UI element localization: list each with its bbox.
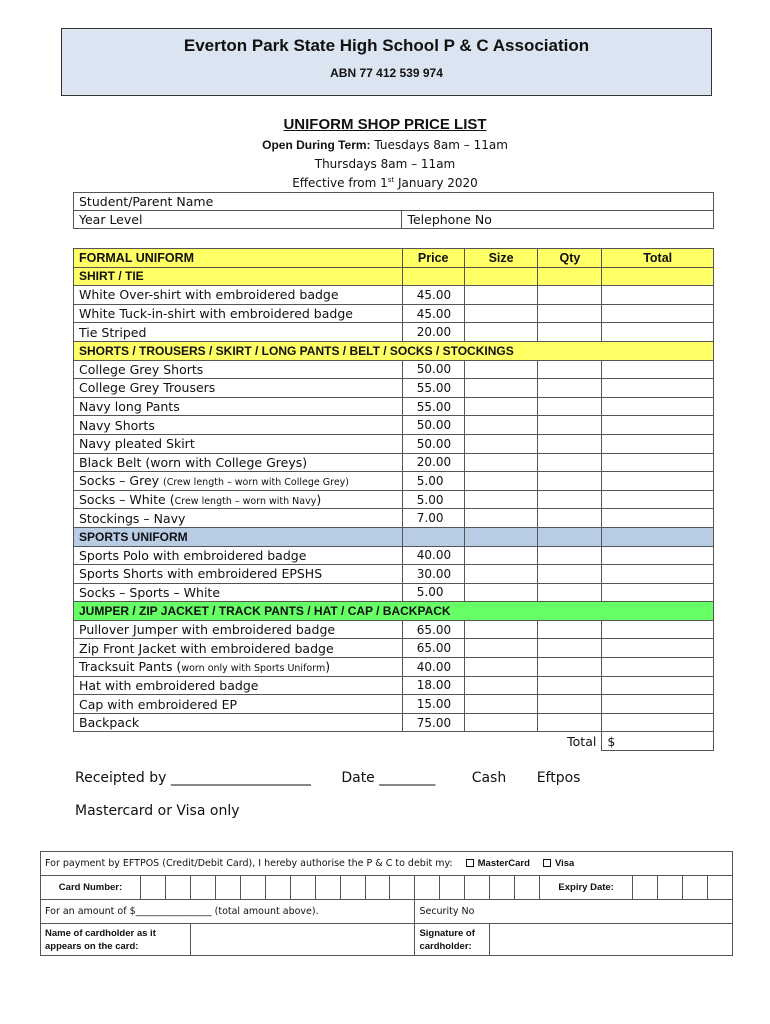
- qty-input[interactable]: [538, 286, 602, 305]
- item-description: [74, 286, 403, 305]
- section-title: JUMPER / ZIP JACKET / TRACK PANTS / HAT / CAP / BACKPACK: [74, 602, 714, 621]
- item-description: [74, 695, 403, 714]
- item-price: 40.00: [402, 658, 464, 677]
- card-digit-box[interactable]: [365, 876, 390, 900]
- section-cell: [538, 267, 602, 286]
- qty-input[interactable]: [538, 360, 602, 379]
- item-row: [74, 304, 714, 323]
- line-total-input[interactable]: [602, 397, 714, 416]
- authorise-row: [41, 852, 733, 876]
- item-name: White Tuck-in-shirt with embroidered badge: [79, 306, 353, 322]
- mastercard-checkbox[interactable]: [466, 859, 474, 867]
- card-digit-box[interactable]: [240, 876, 265, 900]
- line-total-input[interactable]: [602, 583, 714, 602]
- item-row: [74, 620, 714, 639]
- section-cell: [402, 527, 464, 546]
- item-description: [74, 509, 403, 528]
- line-total-input[interactable]: [602, 695, 714, 714]
- item-row: [74, 453, 714, 472]
- size-input[interactable]: [464, 620, 538, 639]
- line-total-input[interactable]: [602, 546, 714, 565]
- item-row: [74, 434, 714, 453]
- grand-total-row: [74, 732, 714, 751]
- size-input[interactable]: [464, 713, 538, 732]
- size-input[interactable]: [464, 360, 538, 379]
- section-cell: [602, 527, 714, 546]
- size-input[interactable]: [464, 695, 538, 714]
- cardholder-name-label: Name of cardholder as it appears on the card:: [41, 924, 191, 956]
- item-price: 45.00: [402, 304, 464, 323]
- item-price: 45.00: [402, 286, 464, 305]
- line-total-input[interactable]: [602, 676, 714, 695]
- item-description: [74, 490, 403, 509]
- line-total-input[interactable]: [602, 379, 714, 398]
- line-total-input[interactable]: [602, 472, 714, 491]
- section-title: SPORTS UNIFORM: [74, 527, 403, 546]
- blank-cell: [464, 732, 538, 751]
- price-table-header: [74, 249, 714, 268]
- authorise-text: For payment by EFTPOS (Credit/Debit Card), I hereby authorise the P & C to debit my:: [45, 858, 453, 869]
- item-row: [74, 397, 714, 416]
- card-digit-box[interactable]: [190, 876, 215, 900]
- card-number-label: Card Number:: [41, 876, 141, 900]
- line-total-input[interactable]: [602, 620, 714, 639]
- size-input[interactable]: [464, 304, 538, 323]
- item-price: 18.00: [402, 676, 464, 695]
- item-price: 55.00: [402, 379, 464, 398]
- student-name-field[interactable]: Student/Parent Name: [74, 193, 714, 211]
- expiry-digit-box[interactable]: [707, 876, 732, 900]
- item-description: [74, 453, 403, 472]
- open-hours-thursday: Thursdays 8am – 11am: [314, 157, 456, 171]
- header-total: Total: [602, 249, 714, 268]
- qty-input[interactable]: [538, 397, 602, 416]
- line-total-input[interactable]: [602, 509, 714, 528]
- signature-label: Signature of cardholder:: [415, 924, 490, 956]
- line-total-input[interactable]: [602, 323, 714, 342]
- item-note: Crew length – worn with Navy: [174, 496, 317, 508]
- blank-cell: [402, 732, 464, 751]
- size-input[interactable]: [464, 472, 538, 491]
- item-row: [74, 639, 714, 658]
- eftpos-option[interactable]: Eftpos: [536, 770, 581, 786]
- item-price: 5.00: [402, 490, 464, 509]
- cardholder-name-field[interactable]: [190, 924, 415, 956]
- qty-input[interactable]: [538, 379, 602, 398]
- item-description: [74, 472, 403, 491]
- item-name: Socks – Sports – White: [79, 584, 221, 600]
- mastercard-label: MasterCard: [477, 858, 530, 869]
- item-name: Navy pleated Skirt: [79, 436, 195, 452]
- item-name: Sports Shorts with embroidered EPSHS: [79, 566, 323, 582]
- amount-field[interactable]: For an amount of $________________ (total amount above).: [41, 900, 415, 924]
- item-name: Tracksuit Pants (: [79, 659, 182, 675]
- size-input[interactable]: [464, 658, 538, 677]
- item-row: [74, 472, 714, 491]
- line-total-input[interactable]: [602, 453, 714, 472]
- header-price: Price: [402, 249, 464, 268]
- item-row: [74, 416, 714, 435]
- item-name: Socks – Grey: [79, 473, 164, 489]
- item-row: [74, 286, 714, 305]
- effective-date: [0, 176, 770, 190]
- item-name: Zip Front Jacket with embroidered badge: [79, 640, 334, 656]
- item-price: 5.00: [402, 583, 464, 602]
- item-name: Black Belt (worn with College Greys): [79, 454, 308, 470]
- open-label: Open During Term:: [262, 138, 371, 152]
- item-name: Hat with embroidered badge: [79, 677, 259, 693]
- price-table-body: [74, 249, 714, 751]
- association-header: [61, 28, 712, 96]
- item-description: [74, 434, 403, 453]
- qty-input[interactable]: [538, 583, 602, 602]
- item-name: Tie Striped: [79, 324, 147, 340]
- line-total-input[interactable]: [602, 639, 714, 658]
- section-cell: [538, 527, 602, 546]
- qty-input[interactable]: [538, 490, 602, 509]
- item-description: [74, 323, 403, 342]
- visa-label: Visa: [554, 858, 575, 869]
- open-hours-line-1: [0, 138, 770, 152]
- item-price: 7.00: [402, 509, 464, 528]
- section-cell: [464, 527, 538, 546]
- card-digit-box[interactable]: [490, 876, 515, 900]
- item-row: [74, 509, 714, 528]
- item-row: [74, 490, 714, 509]
- visa-checkbox[interactable]: [543, 859, 551, 867]
- item-description: [74, 676, 403, 695]
- size-input[interactable]: [464, 509, 538, 528]
- item-name: Socks – White (: [79, 492, 175, 508]
- card-digit-box[interactable]: [440, 876, 465, 900]
- size-input[interactable]: [464, 323, 538, 342]
- item-price: 65.00: [402, 639, 464, 658]
- item-name: Backpack: [79, 715, 140, 731]
- item-row: [74, 583, 714, 602]
- card-note: Mastercard or Visa only: [75, 803, 240, 819]
- qty-input[interactable]: [538, 416, 602, 435]
- expiry-digit-box[interactable]: [657, 876, 682, 900]
- line-total-input[interactable]: [602, 304, 714, 323]
- item-description: [74, 658, 403, 677]
- item-price: 15.00: [402, 695, 464, 714]
- receipt-line: [75, 770, 606, 786]
- grand-total-field[interactable]: $: [602, 732, 714, 751]
- qty-input[interactable]: [538, 434, 602, 453]
- section-title: SHIRT / TIE: [74, 267, 403, 286]
- item-price: 65.00: [402, 620, 464, 639]
- item-name: Cap with embroidered EP: [79, 696, 238, 712]
- telephone-field[interactable]: Telephone No: [402, 211, 714, 229]
- card-digit-box[interactable]: [215, 876, 240, 900]
- item-price: 20.00: [402, 323, 464, 342]
- item-row: [74, 565, 714, 584]
- line-total-input[interactable]: [602, 658, 714, 677]
- qty-input[interactable]: [538, 323, 602, 342]
- item-row: [74, 713, 714, 732]
- item-price: 50.00: [402, 360, 464, 379]
- item-description: [74, 583, 403, 602]
- qty-input[interactable]: [538, 639, 602, 658]
- cash-option[interactable]: Cash: [471, 770, 507, 786]
- line-total-input[interactable]: [602, 360, 714, 379]
- item-name: Stockings – Navy: [79, 510, 186, 526]
- receipted-by-field[interactable]: Receipted by ____________________: [75, 770, 311, 786]
- card-digit-box[interactable]: [265, 876, 290, 900]
- payment-table: [40, 851, 733, 956]
- section-row: [74, 341, 714, 360]
- item-price: 40.00: [402, 546, 464, 565]
- item-price: 75.00: [402, 713, 464, 732]
- line-total-input[interactable]: [602, 434, 714, 453]
- line-total-input[interactable]: [602, 286, 714, 305]
- item-description: [74, 360, 403, 379]
- section-row: [74, 267, 714, 286]
- item-name: White Over-shirt with embroidered badge: [79, 287, 339, 303]
- size-input[interactable]: [464, 453, 538, 472]
- signature-field[interactable]: [490, 924, 733, 956]
- expiry-digit-box[interactable]: [633, 876, 658, 900]
- size-input[interactable]: [464, 639, 538, 658]
- qty-input[interactable]: [538, 509, 602, 528]
- item-row: [74, 676, 714, 695]
- item-price: 30.00: [402, 565, 464, 584]
- item-row: [74, 546, 714, 565]
- size-input[interactable]: [464, 546, 538, 565]
- section-title: SHORTS / TROUSERS / SKIRT / LONG PANTS / BELT / SOCKS / STOCKINGS: [74, 341, 714, 360]
- expiry-digit-box[interactable]: [682, 876, 707, 900]
- item-description: [74, 713, 403, 732]
- size-input[interactable]: [464, 490, 538, 509]
- item-name-end: ): [325, 659, 331, 675]
- size-input[interactable]: [464, 565, 538, 584]
- size-input[interactable]: [464, 379, 538, 398]
- header-size: Size: [464, 249, 538, 268]
- card-digit-box[interactable]: [340, 876, 365, 900]
- item-row: [74, 379, 714, 398]
- size-input[interactable]: [464, 397, 538, 416]
- item-name-end: ): [316, 492, 322, 508]
- size-input[interactable]: [464, 416, 538, 435]
- card-digit-box[interactable]: [315, 876, 340, 900]
- item-description: [74, 546, 403, 565]
- line-total-input[interactable]: [602, 416, 714, 435]
- year-level-field[interactable]: Year Level: [74, 211, 402, 229]
- item-row: [74, 695, 714, 714]
- card-digit-box[interactable]: [465, 876, 490, 900]
- item-name: College Grey Shorts: [79, 361, 204, 377]
- association-title: Everton Park State High School P & C Association: [183, 36, 590, 55]
- item-description: [74, 639, 403, 658]
- open-hours-tuesday: Tuesdays 8am – 11am: [370, 138, 508, 152]
- price-list-title: UNIFORM SHOP PRICE LIST: [283, 116, 487, 133]
- qty-input[interactable]: [538, 453, 602, 472]
- card-digit-box[interactable]: [390, 876, 415, 900]
- size-input[interactable]: [464, 434, 538, 453]
- size-input[interactable]: [464, 286, 538, 305]
- effective-sup: st: [387, 176, 395, 184]
- item-price: 20.00: [402, 453, 464, 472]
- header-formal-uniform: FORMAL UNIFORM: [74, 249, 403, 268]
- section-row: [74, 527, 714, 546]
- item-description: [74, 416, 403, 435]
- section-cell: [402, 267, 464, 286]
- effective-prefix: Effective from 1: [292, 176, 388, 190]
- size-input[interactable]: [464, 583, 538, 602]
- card-digit-box[interactable]: [515, 876, 540, 900]
- card-digit-box[interactable]: [165, 876, 190, 900]
- item-price: 50.00: [402, 434, 464, 453]
- card-digit-box[interactable]: [415, 876, 440, 900]
- item-name: Navy Shorts: [79, 417, 155, 433]
- qty-input[interactable]: [538, 676, 602, 695]
- item-name: Sports Polo with embroidered badge: [79, 547, 307, 563]
- price-table: [73, 248, 714, 751]
- section-cell: [464, 267, 538, 286]
- card-digit-box[interactable]: [290, 876, 315, 900]
- item-row: [74, 323, 714, 342]
- card-digit-box[interactable]: [140, 876, 165, 900]
- item-description: [74, 379, 403, 398]
- item-name: Navy long Pants: [79, 399, 180, 415]
- line-total-input[interactable]: [602, 490, 714, 509]
- effective-suffix: January 2020: [394, 176, 478, 190]
- item-name: Pullover Jumper with embroidered badge: [79, 622, 336, 638]
- line-total-input[interactable]: [602, 565, 714, 584]
- student-details-table: [73, 192, 714, 229]
- item-description: [74, 565, 403, 584]
- qty-input[interactable]: [538, 713, 602, 732]
- blank-cell: [74, 732, 403, 751]
- item-price: 50.00: [402, 416, 464, 435]
- item-note: (Crew length – worn with College Grey): [163, 477, 349, 489]
- item-price: 5.00: [402, 472, 464, 491]
- item-row: [74, 658, 714, 677]
- qty-input[interactable]: [538, 565, 602, 584]
- qty-input[interactable]: [538, 620, 602, 639]
- abn-number: ABN 77 412 539 974: [330, 66, 443, 80]
- item-description: [74, 304, 403, 323]
- grand-total-label: Total: [538, 732, 602, 751]
- qty-input[interactable]: [538, 304, 602, 323]
- item-name: College Grey Trousers: [79, 380, 216, 396]
- section-row: [74, 602, 714, 621]
- item-description: [74, 620, 403, 639]
- item-price: 55.00: [402, 397, 464, 416]
- qty-input[interactable]: [538, 658, 602, 677]
- date-field[interactable]: Date ________: [341, 770, 436, 786]
- expiry-date-label: Expiry Date:: [540, 876, 633, 900]
- item-row: [74, 360, 714, 379]
- qty-input[interactable]: [538, 472, 602, 491]
- qty-input[interactable]: [538, 695, 602, 714]
- item-description: [74, 397, 403, 416]
- section-cell: [602, 267, 714, 286]
- size-input[interactable]: [464, 676, 538, 695]
- line-total-input[interactable]: [602, 713, 714, 732]
- header-qty: Qty: [538, 249, 602, 268]
- item-note: worn only with Sports Uniform: [181, 663, 326, 675]
- qty-input[interactable]: [538, 546, 602, 565]
- security-number-field[interactable]: Security No: [415, 900, 733, 924]
